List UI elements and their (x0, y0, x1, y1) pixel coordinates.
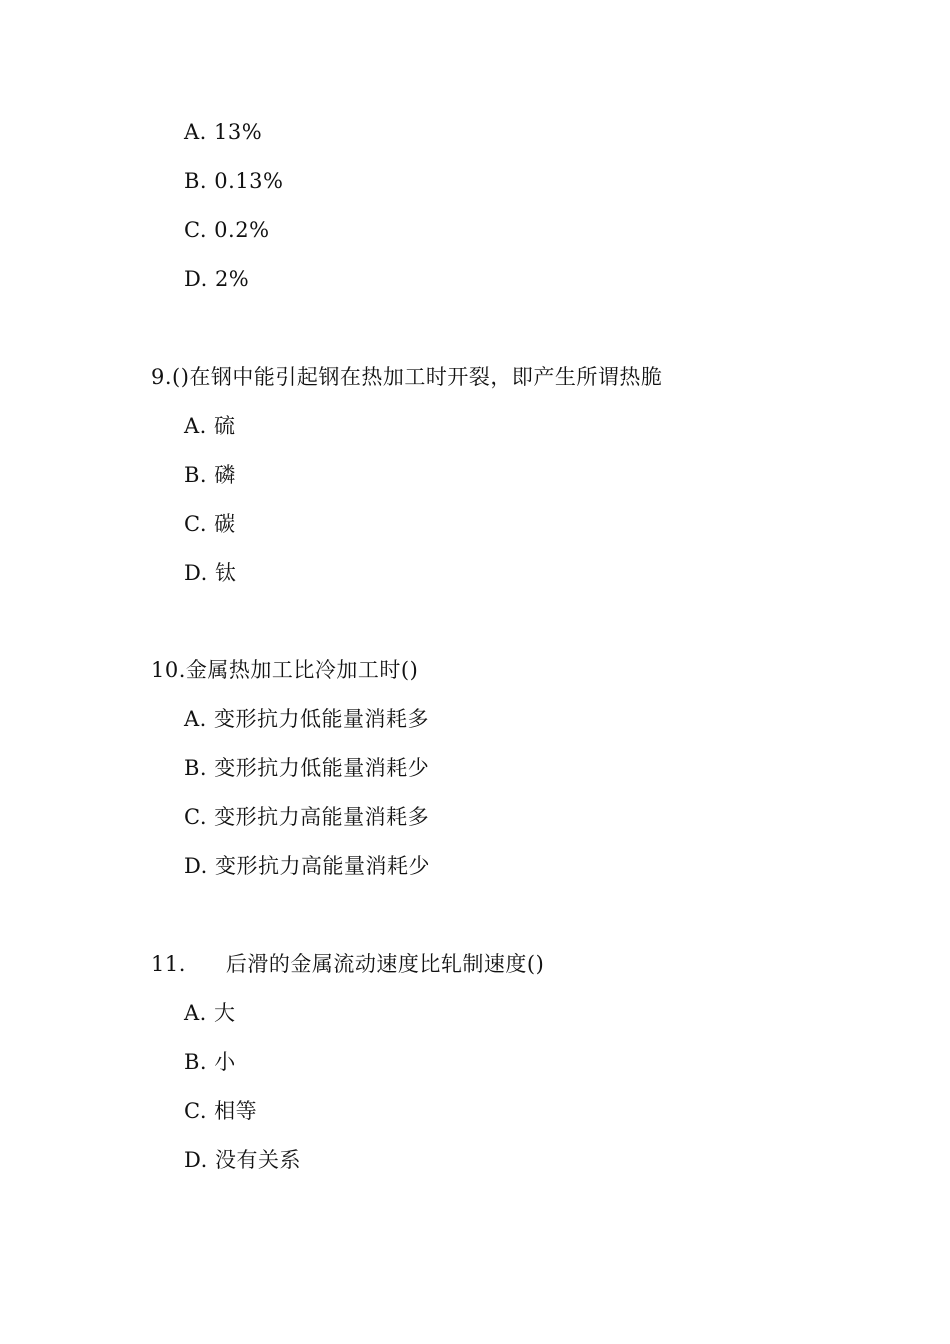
question-10-stem (151, 656, 418, 684)
option-b: B. 小 (184, 1050, 236, 1074)
question-11-stem (151, 950, 544, 978)
option-c: C. 相等 (184, 1099, 258, 1123)
option-b: B. 0.13% (184, 169, 284, 193)
option-d: D. 2% (184, 267, 250, 291)
option-c: C. 0.2% (184, 218, 270, 242)
option-a: A. 硫 (184, 414, 236, 438)
question-text: 金属热加工比冷加工时() (185, 658, 419, 682)
option-d: D. 没有关系 (184, 1148, 301, 1172)
option-a: A. 变形抗力低能量消耗多 (184, 707, 430, 731)
option-b: B. 变形抗力低能量消耗少 (184, 756, 430, 780)
option-d: D. 钛 (184, 561, 237, 585)
question-9-stem (151, 363, 662, 391)
question-number: 9. (151, 365, 173, 389)
option-b: B. 磷 (184, 463, 236, 487)
option-a: A. 大 (184, 1001, 236, 1025)
question-number: 11. (151, 952, 186, 976)
option-d: D. 变形抗力高能量消耗少 (184, 854, 430, 878)
question-text: 后滑的金属流动速度比轧制速度() (225, 952, 545, 976)
question-text: ()在钢中能引起钢在热加工时开裂，即产生所谓热脆 (172, 365, 663, 389)
option-c: C. 碳 (184, 512, 236, 536)
question-number: 10. (151, 658, 186, 682)
option-a: A. 13% (184, 120, 263, 144)
option-c: C. 变形抗力高能量消耗多 (184, 805, 430, 829)
